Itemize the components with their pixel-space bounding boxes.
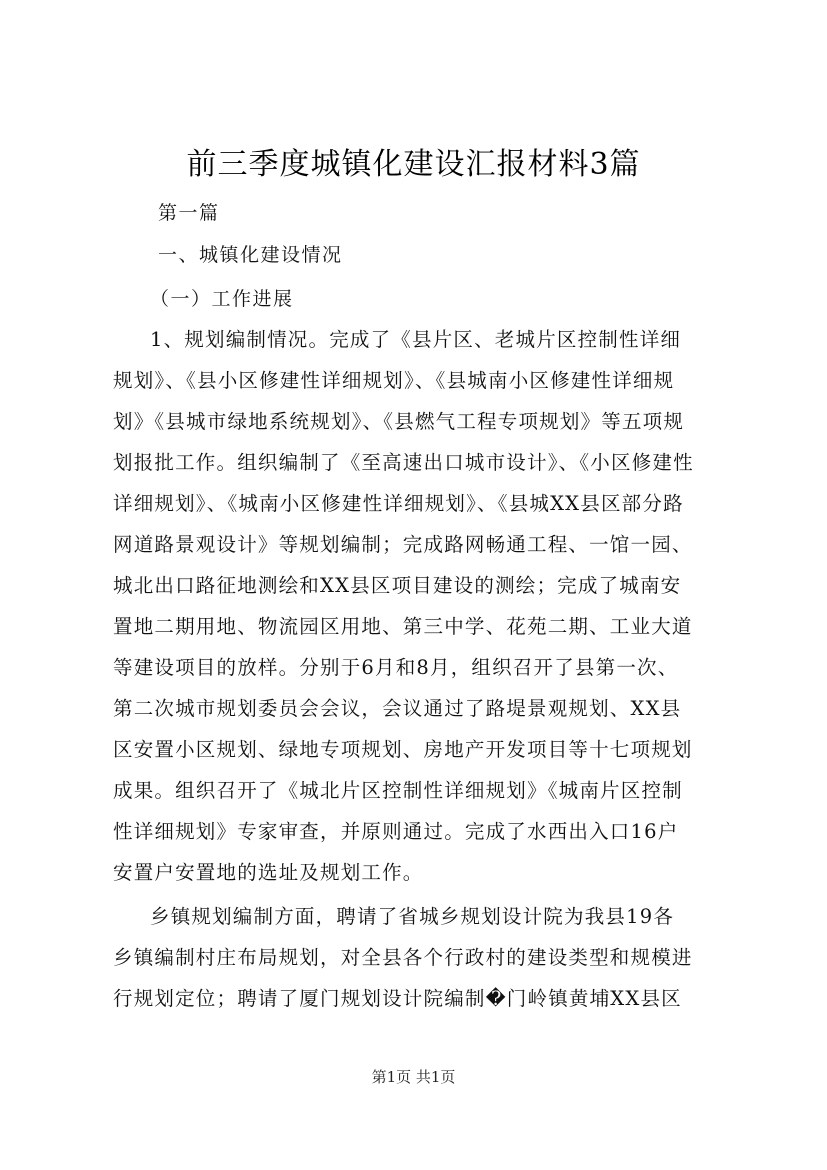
paragraph-line: 乡镇编制村庄布局规划，对全县各个行政村的建设类型和规模进: [113, 946, 693, 969]
document-title: 前三季度城镇化建设汇报材料3篇: [186, 147, 641, 182]
paragraph-line: 等建设项目的放样。分别于6月和8月，组织召开了县第一次、: [113, 656, 679, 679]
subsection-heading: （一）工作进展: [150, 288, 294, 310]
paragraph-line: 第二次城市规划委员会会议，会议通过了路堤景观规划、XX县: [113, 697, 682, 720]
paragraph-line: 详细规划》、《城南小区修建性详细规划》、《县城XX县区部分路: [113, 492, 684, 515]
paragraph-line: 安置户安置地的选址及规划工作。: [113, 861, 424, 884]
part-heading: 第一篇: [158, 202, 220, 224]
paragraph-line: 划》《县城市绿地系统规划》、《县燃气工程专项规划》等五项规: [113, 410, 685, 433]
paragraph-line: 区安置小区规划、绿地专项规划、房地产开发项目等十七项规划: [113, 738, 693, 761]
paragraph-line: 成果。组织召开了《城北片区控制性详细规划》《城南片区控制: [113, 779, 683, 802]
paragraph-line: 划报批工作。组织编制了《至高速出口城市设计》、《小区修建性: [113, 451, 694, 474]
paragraph-line: 城北出口路征地测绘和XX县区项目建设的测绘；完成了城南安: [113, 574, 682, 597]
paragraph-line: 置地二期用地、物流园区用地、第三中学、花苑二期、工业大道: [113, 615, 693, 638]
paragraph-line: 网道路景观设计》等规划编制；完成路网畅通工程、一馆一园、: [113, 533, 693, 556]
paragraph-line: 1、规划编制情况。完成了《县片区、老城片区控制性详细: [150, 328, 682, 351]
section-heading: 一、城镇化建设情况: [158, 244, 343, 266]
paragraph-line: 规划》、《县小区修建性详细规划》、《县城南小区修建性详细规: [113, 369, 675, 392]
paragraph-line: 行规划定位；聘请了厦门规划设计院编制�门岭镇黄埔XX县区: [113, 987, 682, 1010]
paragraph-line: 性详细规划》专家审查，并原则通过。完成了水西出入口16户: [113, 820, 679, 843]
page-footer: 第1页 共1页: [371, 1068, 456, 1086]
paragraph-line: 乡镇规划编制方面，聘请了省城乡规划设计院为我县19各: [150, 905, 675, 928]
